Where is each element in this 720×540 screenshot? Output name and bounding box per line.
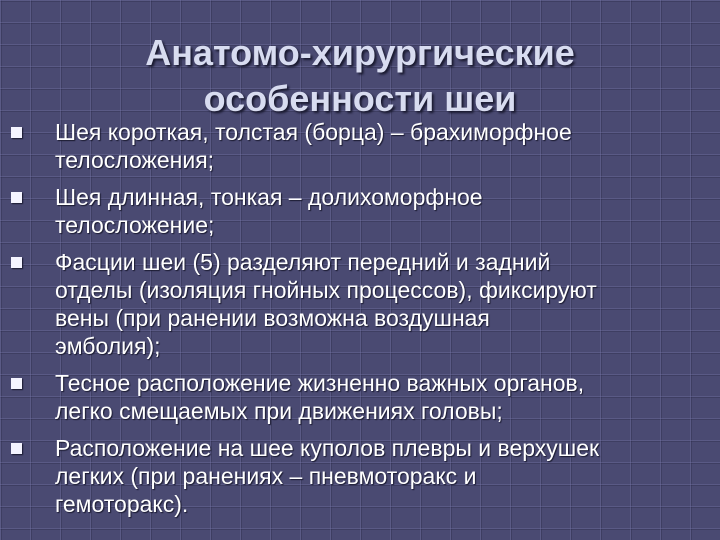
square-bullet-icon xyxy=(11,443,22,454)
bullet-1-line-1: Шея короткая, толстая (борца) – брахиморфное xyxy=(55,119,572,145)
bullet-5-line-3: гемоторакс). xyxy=(55,491,189,517)
bullet-2-line-2: телосложение; xyxy=(55,212,215,238)
title-line-2: особенности шеи xyxy=(203,78,517,119)
bullet-5-line-1: Расположение на шее куполов плевры и верхушек xyxy=(55,435,600,461)
bullet-4-line-1: Тесное расположение жизненно важных органов, xyxy=(55,370,585,396)
square-bullet-icon xyxy=(11,127,22,138)
bullet-list xyxy=(0,118,720,527)
bullet-2-line-1: Шея длинная, тонкая – долихоморфное xyxy=(55,184,483,210)
bullet-5-line-2: легких (при ранениях – пневмоторакс и xyxy=(55,463,477,489)
title-line-1: Анатомо-хирургические xyxy=(145,32,575,73)
square-bullet-icon xyxy=(11,192,22,203)
bullet-item-1 xyxy=(0,118,720,174)
bullet-4-line-2: легко смещаемых при движениях головы; xyxy=(55,398,503,424)
bullet-3-line-4: эмболия); xyxy=(55,333,161,359)
slide-title xyxy=(0,30,720,122)
bullet-3-line-2: отделы (изоляция гнойных процессов), фиксируют xyxy=(55,277,597,303)
bullet-1-line-2: телосложения; xyxy=(55,147,215,173)
bullet-3-line-1: Фасции шеи (5) разделяют передний и задний xyxy=(55,249,551,275)
bullet-item-5 xyxy=(0,434,720,518)
bullet-item-4 xyxy=(0,369,720,425)
bullet-item-2 xyxy=(0,183,720,239)
square-bullet-icon xyxy=(11,257,22,268)
bullet-item-3 xyxy=(0,248,720,360)
bullet-3-line-3: вены (при ранении возможна воздушная xyxy=(55,305,490,331)
square-bullet-icon xyxy=(11,378,22,389)
